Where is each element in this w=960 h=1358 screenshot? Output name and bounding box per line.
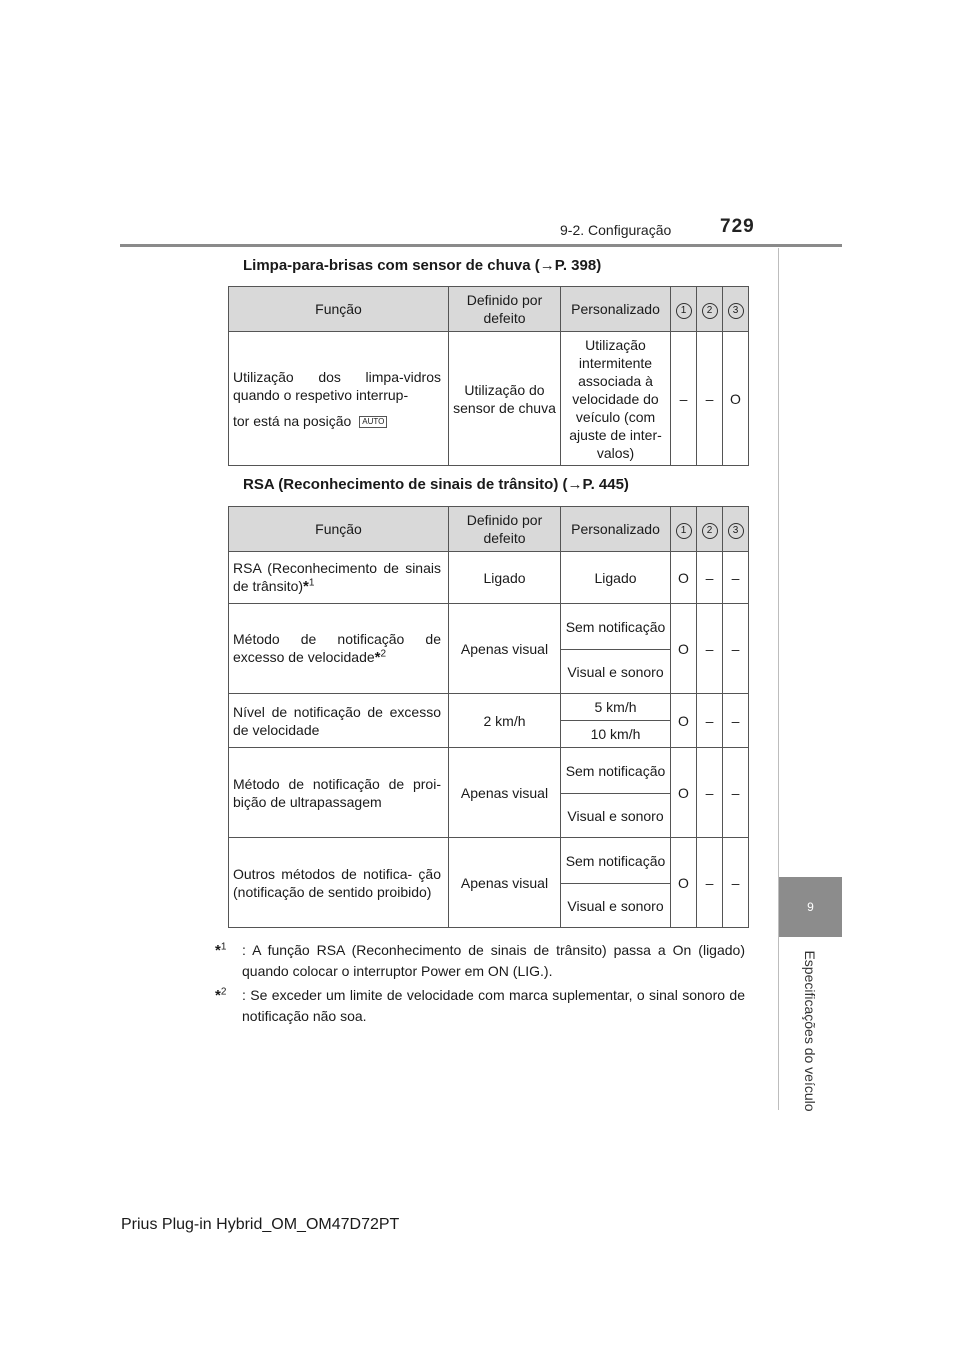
cell-setting-2: – bbox=[697, 838, 723, 928]
cell-setting-1: O bbox=[671, 748, 697, 838]
cell-custom-a: Sem notificação bbox=[561, 748, 671, 794]
cell-setting-1: O bbox=[671, 694, 697, 748]
circled-2-icon: 2 bbox=[702, 303, 718, 319]
cell-custom-a: Sem notificação bbox=[561, 838, 671, 884]
col-setting-3 bbox=[723, 507, 749, 552]
cell-setting-1: O bbox=[671, 604, 697, 694]
footnote-1 bbox=[215, 940, 745, 982]
funcao-text: Utilização dos limpa-vidros quando o respetivo interrup- bbox=[233, 368, 441, 403]
table-header-row bbox=[229, 287, 749, 332]
footnote-text: : A função RSA (Reconhecimento de sinais de trânsito) passa a On (ligado) quando colocar o interruptor Power em ON (LIG.). bbox=[242, 942, 745, 979]
cell-setting-1: O bbox=[671, 552, 697, 604]
section1-heading bbox=[243, 257, 601, 274]
side-divider bbox=[778, 248, 779, 1110]
arrow-icon: → bbox=[539, 257, 555, 274]
footnote-star: * bbox=[215, 987, 221, 1004]
table-row bbox=[229, 552, 749, 604]
cell-funcao bbox=[229, 552, 449, 604]
footnote-marker bbox=[215, 985, 245, 1006]
cell-default: Apenas visual bbox=[449, 748, 561, 838]
cell-setting-3: – bbox=[723, 552, 749, 604]
footnote-marker bbox=[215, 940, 245, 961]
cell-custom-b: Visual e sonoro bbox=[561, 794, 671, 838]
auto-switch-icon: AUTO bbox=[359, 416, 387, 428]
cell-funcao bbox=[229, 604, 449, 694]
footnote-ref: 2 bbox=[380, 648, 387, 660]
col-setting-1 bbox=[671, 287, 697, 332]
footnote-star: * bbox=[215, 942, 221, 959]
circled-1-icon: 1 bbox=[676, 523, 692, 539]
cell-custom-b: 10 km/h bbox=[561, 721, 671, 748]
cell-setting-3: O bbox=[723, 332, 749, 466]
section2-heading-text: RSA (Reconhecimento de sinais de trânsito) ( bbox=[243, 476, 568, 493]
cell-default: 2 km/h bbox=[449, 694, 561, 748]
section1-heading-text: Limpa-para-brisas com sensor de chuva ( bbox=[243, 257, 540, 274]
footnote-star: * bbox=[374, 649, 381, 666]
cell-funcao: Nível de notificação de excesso de velocidade bbox=[229, 694, 449, 748]
footnote-2 bbox=[215, 985, 745, 1027]
section2-page-ref[interactable]: P. 445) bbox=[582, 476, 629, 493]
col-default: Definido por defeito bbox=[449, 287, 561, 332]
col-custom: Personalizado bbox=[561, 287, 671, 332]
manual-code-footer: Prius Plug-in Hybrid_OM_OM47D72PT bbox=[121, 1216, 400, 1233]
table-row bbox=[229, 604, 749, 650]
footnote-ref: 1 bbox=[308, 577, 315, 589]
cell-setting-3: – bbox=[723, 604, 749, 694]
chapter-tab bbox=[779, 877, 842, 937]
circled-3-icon: 3 bbox=[728, 303, 744, 319]
cell-custom-a: 5 km/h bbox=[561, 694, 671, 721]
section2-heading bbox=[243, 476, 629, 493]
col-funcao: Função bbox=[229, 287, 449, 332]
section1-page-ref[interactable]: P. 398) bbox=[554, 257, 602, 274]
col-setting-2 bbox=[697, 507, 723, 552]
table-row bbox=[229, 838, 749, 884]
page-number: 729 bbox=[720, 216, 755, 237]
cell-setting-1: – bbox=[671, 332, 697, 466]
chapter-number: 9 bbox=[807, 900, 814, 914]
cell-funcao: Outros métodos de notifica- ção (notificação de sentido proibido) bbox=[229, 838, 449, 928]
section-title: 9-2. Configuração bbox=[560, 222, 672, 238]
circled-3-icon: 3 bbox=[728, 523, 744, 539]
rsa-settings-table bbox=[228, 506, 749, 928]
table-header-row bbox=[229, 507, 749, 552]
cell-setting-1: O bbox=[671, 838, 697, 928]
funcao-text: RSA (Reconhecimento de sinais de trânsito) bbox=[233, 560, 441, 594]
cell-default: Apenas visual bbox=[449, 838, 561, 928]
cell-funcao: Método de notificação de proi- bição de ultrapassagem bbox=[229, 748, 449, 838]
table-row bbox=[229, 332, 749, 466]
arrow-icon: → bbox=[567, 476, 583, 493]
table-row bbox=[229, 694, 749, 721]
footnote-text: : Se exceder um limite de velocidade com marca suplementar, o sinal sonoro de notificação não soa. bbox=[242, 987, 745, 1024]
col-custom: Personalizado bbox=[561, 507, 671, 552]
wiper-settings-table bbox=[228, 286, 749, 466]
cell-setting-2: – bbox=[697, 552, 723, 604]
cell-setting-2: – bbox=[697, 748, 723, 838]
col-setting-2 bbox=[697, 287, 723, 332]
cell-funcao bbox=[229, 332, 449, 466]
footnote-ref: 2 bbox=[220, 986, 227, 998]
cell-setting-3: – bbox=[723, 694, 749, 748]
cell-setting-2: – bbox=[697, 604, 723, 694]
funcao-tail-text: tor está na posição bbox=[233, 412, 352, 429]
chapter-label bbox=[798, 948, 822, 1113]
cell-setting-2: – bbox=[697, 694, 723, 748]
col-setting-1 bbox=[671, 507, 697, 552]
cell-setting-3: – bbox=[723, 748, 749, 838]
cell-default: Apenas visual bbox=[449, 604, 561, 694]
table-row bbox=[229, 748, 749, 794]
header-rule bbox=[120, 244, 842, 247]
col-funcao: Função bbox=[229, 507, 449, 552]
funcao-text: Método de notificação de excesso de velocidade bbox=[233, 631, 441, 665]
circled-1-icon: 1 bbox=[676, 303, 692, 319]
cell-custom-b: Visual e sonoro bbox=[561, 884, 671, 928]
footnote-ref: 1 bbox=[220, 941, 227, 953]
chapter-label-text: Especificações do veículo bbox=[802, 949, 818, 1112]
cell-custom: Utilização intermitente associada à velocidade do veículo (com ajuste de inter- valos) bbox=[561, 332, 671, 466]
circled-2-icon: 2 bbox=[702, 523, 718, 539]
col-default: Definido por defeito bbox=[449, 507, 561, 552]
cell-custom-a: Sem notificação bbox=[561, 604, 671, 650]
cell-setting-3: – bbox=[723, 838, 749, 928]
cell-default: Utilização do sensor de chuva bbox=[449, 332, 561, 466]
cell-setting-2: – bbox=[697, 332, 723, 466]
cell-custom: Ligado bbox=[561, 552, 671, 604]
footnote-star: * bbox=[303, 578, 309, 595]
cell-default: Ligado bbox=[449, 552, 561, 604]
cell-custom-b: Visual e sonoro bbox=[561, 650, 671, 694]
col-setting-3 bbox=[723, 287, 749, 332]
